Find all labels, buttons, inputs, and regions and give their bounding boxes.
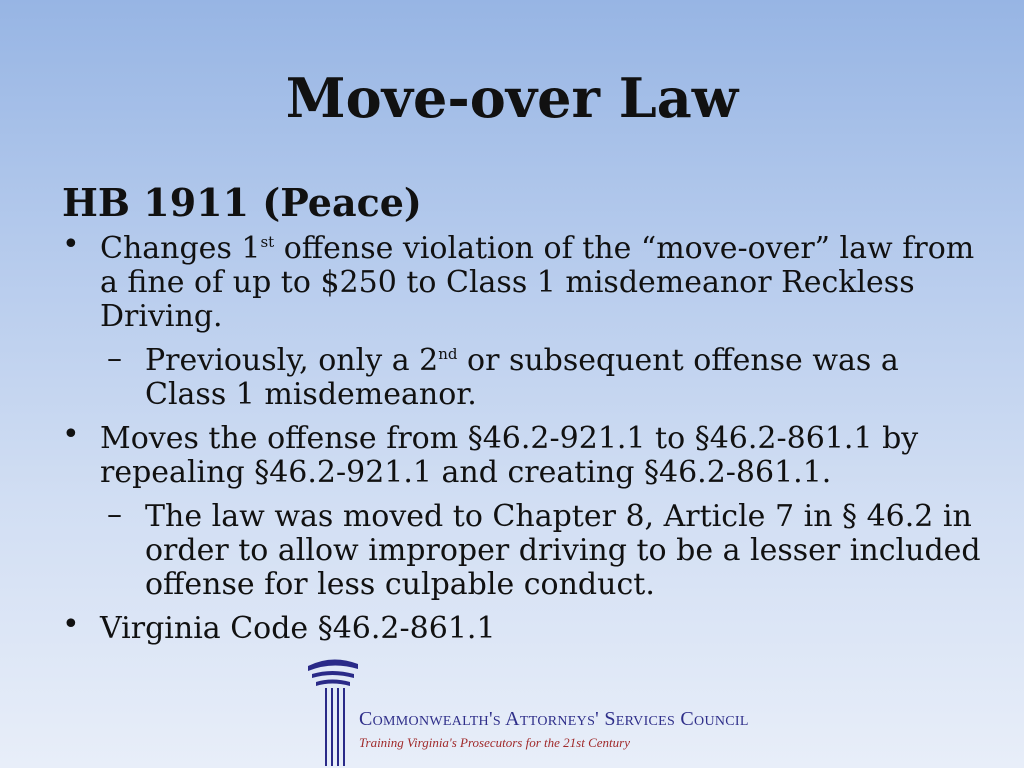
sub-bullet-text-1-pre: Previously, only a 2 [145, 343, 439, 378]
organization-name: Commonwealth's Attorneys' Services Council [359, 708, 749, 730]
superscript-nd: nd [438, 345, 458, 363]
bullet-item-3 [62, 607, 982, 646]
bullet-text-3: Virginia Code §46.2-861.1 [100, 611, 496, 646]
bullet-text-1-post: offense violation of the “move-over” law from a fine of up to $250 to Class 1 misdemeanor Reckless Driving. [100, 231, 975, 334]
slide-content [62, 178, 982, 656]
organization-tagline: Training Virginia's Prosecutors for the 21st Century [359, 735, 630, 750]
bullet-marker: • [62, 607, 80, 642]
bullet-text-1-pre: Changes 1 [100, 231, 261, 266]
superscript-st: st [260, 233, 275, 251]
bullet-marker: • [62, 417, 80, 452]
sub-bullet-text-1-post: or subsequent offense was a Class 1 misdemeanor. [145, 343, 899, 412]
column-icon [302, 656, 362, 768]
casc-logo [302, 656, 749, 768]
sub-bullet-marker: – [107, 341, 122, 376]
sub-bullet-marker: – [107, 497, 122, 532]
bullet-text-2: Moves the offense from §46.2-921.1 to §46.2-861.1 by repealing §46.2-921.1 and creating §46.2-861.1. [100, 421, 919, 490]
bullet-item-1 [62, 227, 982, 334]
sub-bullet-item-1 [62, 341, 982, 412]
slide-title: Move-over Law [285, 66, 739, 130]
bullet-marker: • [62, 227, 80, 262]
bullet-item-2 [62, 417, 982, 490]
bill-heading: HB 1911 (Peace) [62, 180, 422, 225]
sub-bullet-text-2: The law was moved to Chapter 8, Article 7 in § 46.2 in order to allow improper driving to be a lesser included offense for less culpable conduct. [145, 499, 981, 602]
sub-bullet-item-2 [62, 497, 982, 602]
